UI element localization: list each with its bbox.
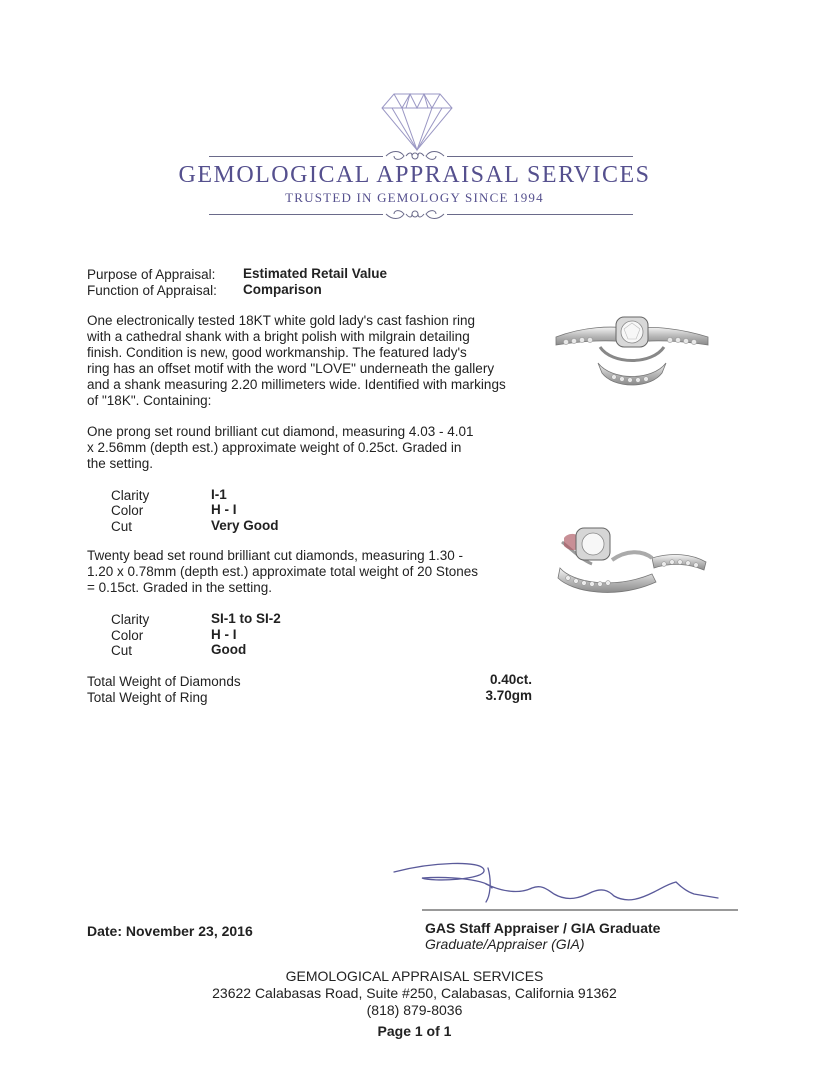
side-stones-description — [87, 548, 517, 596]
header-rule-bottom-left — [209, 214, 383, 215]
purpose-label: Purpose of Appraisal: — [87, 267, 216, 282]
ring-description — [87, 313, 517, 409]
side-cut-label: Cut — [111, 643, 133, 658]
side-stones-line: 1.20 x 0.78mm (depth est.) approximate total weight of 20 Stones — [87, 564, 478, 579]
function-value: Comparison — [243, 282, 322, 297]
flourish-bottom-icon — [382, 206, 448, 222]
header-rule-top-right — [447, 156, 633, 157]
center-clarity-label: Clarity — [111, 488, 150, 503]
company-tagline: TRUSTED IN GEMOLOGY SINCE 1994 — [285, 190, 544, 205]
page-number: Page 1 of 1 — [377, 1023, 452, 1039]
total-ring-label: Total Weight of Ring — [87, 690, 208, 705]
center-stone-line: x 2.56mm (depth est.) approximate weight of 0.25ct. Graded in — [87, 440, 462, 455]
ring-photo-top-view — [552, 307, 712, 397]
company-name: GEMOLOGICAL APPRAISAL SERVICES — [178, 162, 651, 188]
total-diamonds-value: 0.40ct. — [489, 672, 532, 687]
description-line: with a cathedral shank with a bright polish with milgrain detailing — [87, 329, 470, 344]
center-color-value: H - I — [211, 502, 237, 517]
total-diamonds-label: Total Weight of Diamonds — [87, 674, 241, 689]
description-line: of "18K". Containing: — [87, 393, 212, 408]
center-stone-line: the setting. — [87, 456, 154, 471]
function-label: Function of Appraisal: — [87, 283, 217, 298]
side-clarity-value: SI-1 to SI-2 — [211, 611, 281, 626]
side-clarity-label: Clarity — [111, 612, 150, 627]
appraiser-credential: Graduate/Appraiser (GIA) — [425, 936, 585, 952]
appraiser-title: GAS Staff Appraiser / GIA Graduate — [425, 920, 661, 936]
footer-company: GEMOLOGICAL APPRAISAL SERVICES — [285, 968, 544, 984]
ring-photo-side-view — [552, 520, 712, 610]
diamond-logo-icon — [380, 92, 454, 152]
footer-phone: (818) 879-8036 — [366, 1002, 463, 1018]
purpose-value: Estimated Retail Value — [243, 266, 388, 281]
header-rule-top-left — [209, 156, 383, 157]
center-clarity-value: I-1 — [211, 487, 227, 502]
description-line: and a shank measuring 2.20 millimeters wide. Identified with markings — [87, 377, 506, 392]
total-ring-value: 3.70gm — [485, 688, 532, 703]
center-cut-label: Cut — [111, 519, 133, 534]
side-stones-line: = 0.15ct. Graded in the setting. — [87, 580, 272, 595]
center-stone-line: One prong set round brilliant cut diamond, measuring 4.03 - 4.01 — [87, 424, 474, 439]
footer-address: 23622 Calabasas Road, Suite #250, Calabasas, California 91362 — [212, 985, 617, 1001]
side-color-value: H - I — [211, 627, 237, 642]
center-stone-description — [87, 424, 517, 472]
side-stones-line: Twenty bead set round brilliant cut diamonds, measuring 1.30 - — [87, 548, 463, 563]
description-line: ring has an offset motif with the word "LOVE" underneath the gallery — [87, 361, 495, 376]
side-cut-value: Good — [211, 642, 247, 657]
center-color-label: Color — [111, 503, 144, 518]
description-line: One electronically tested 18KT white gold lady's cast fashion ring — [87, 313, 476, 328]
side-color-label: Color — [111, 628, 144, 643]
appraiser-signature-icon — [392, 858, 742, 916]
appraisal-date: Date: November 23, 2016 — [87, 923, 253, 939]
description-line: finish. Condition is new, good workmanship. The featured lady's — [87, 345, 467, 360]
header-rule-bottom-right — [447, 214, 633, 215]
center-cut-value: Very Good — [211, 518, 279, 533]
